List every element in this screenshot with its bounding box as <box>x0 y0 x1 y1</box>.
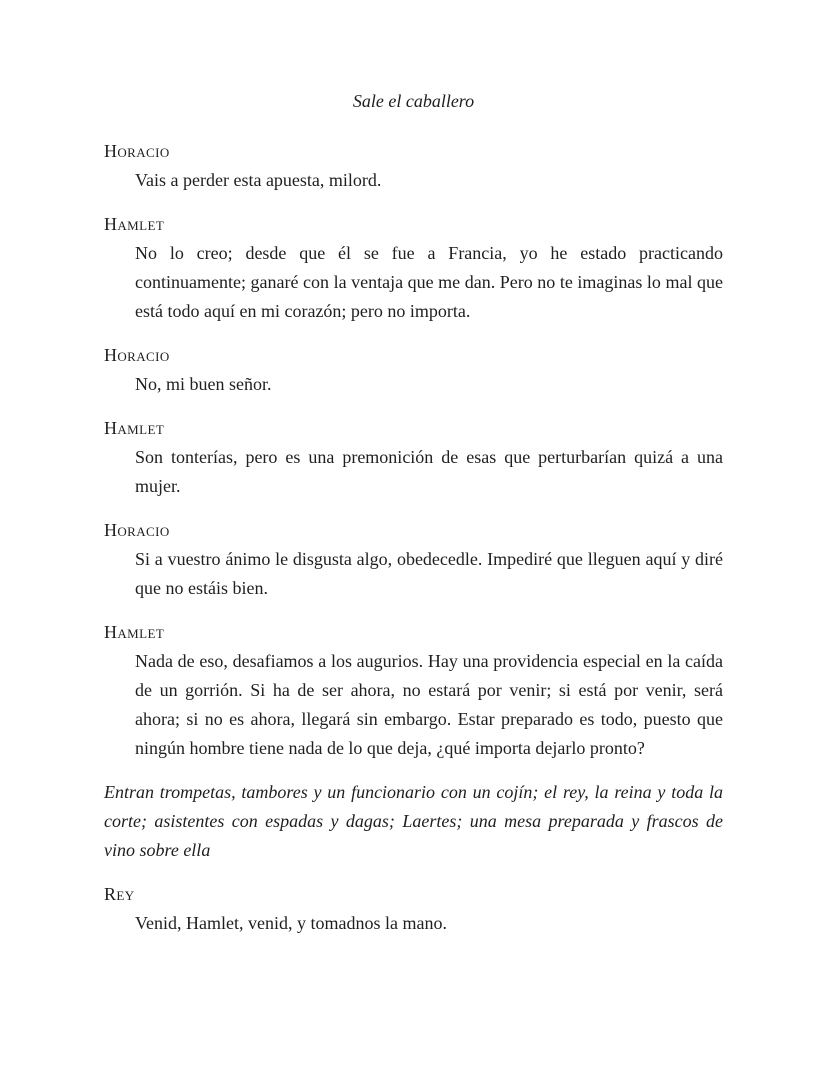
dialogue-text: No, mi buen señor. <box>135 374 272 394</box>
speech-block <box>104 137 723 195</box>
speaker-name: Horacio <box>104 520 170 540</box>
stage-direction: Entran trompetas, tambores y un funcionario con un cojín; el rey, la reina y toda la corte; asistentes con espadas y dagas; Laertes; una mesa preparada y frascos de vino sobre ella <box>104 782 723 860</box>
dialogue-text: Venid, Hamlet, venid, y tomadnos la mano. <box>135 913 447 933</box>
speaker-name: Hamlet <box>104 214 165 234</box>
dialogue-text: Son tonterías, pero es una premonición de esas que perturbarían quizá a una mujer. <box>135 447 723 496</box>
speech-block <box>104 880 723 938</box>
dialogue-text: Nada de eso, desafiamos a los augurios. Hay una providencia especial en la caída de un gorrión. Si ha de ser ahora, no estará por venir; si está por venir, será ahora; si no es ahora, llegará sin embargo. Estar preparado es todo, puesto que ningún hombre tiene nada de lo que deja, ¿qué importa dejarlo pronto? <box>135 651 723 758</box>
speaker-name: Hamlet <box>104 622 165 642</box>
speech-block <box>104 414 723 501</box>
speech-block <box>104 341 723 399</box>
speech-block <box>104 516 723 603</box>
speaker-name: Rey <box>104 884 135 904</box>
dialogue-text: No lo creo; desde que él se fue a Francia, yo he estado practicando continuamente; ganaré con la ventaja que me dan. Pero no te imaginas lo mal que está todo aquí en mi corazón; pero no importa. <box>135 243 723 321</box>
dialogue-text: Vais a perder esta apuesta, milord. <box>135 170 382 190</box>
speaker-name: Hamlet <box>104 418 165 438</box>
speech-block <box>104 618 723 763</box>
speaker-name: Horacio <box>104 141 170 161</box>
speech-block <box>104 210 723 326</box>
stage-direction-centered: Sale el caballero <box>352 91 475 111</box>
dialogue-text: Si a vuestro ánimo le disgusta algo, obedecedle. Impediré que lleguen aquí y diré que no estáis bien. <box>135 549 723 598</box>
speaker-name: Horacio <box>104 345 170 365</box>
